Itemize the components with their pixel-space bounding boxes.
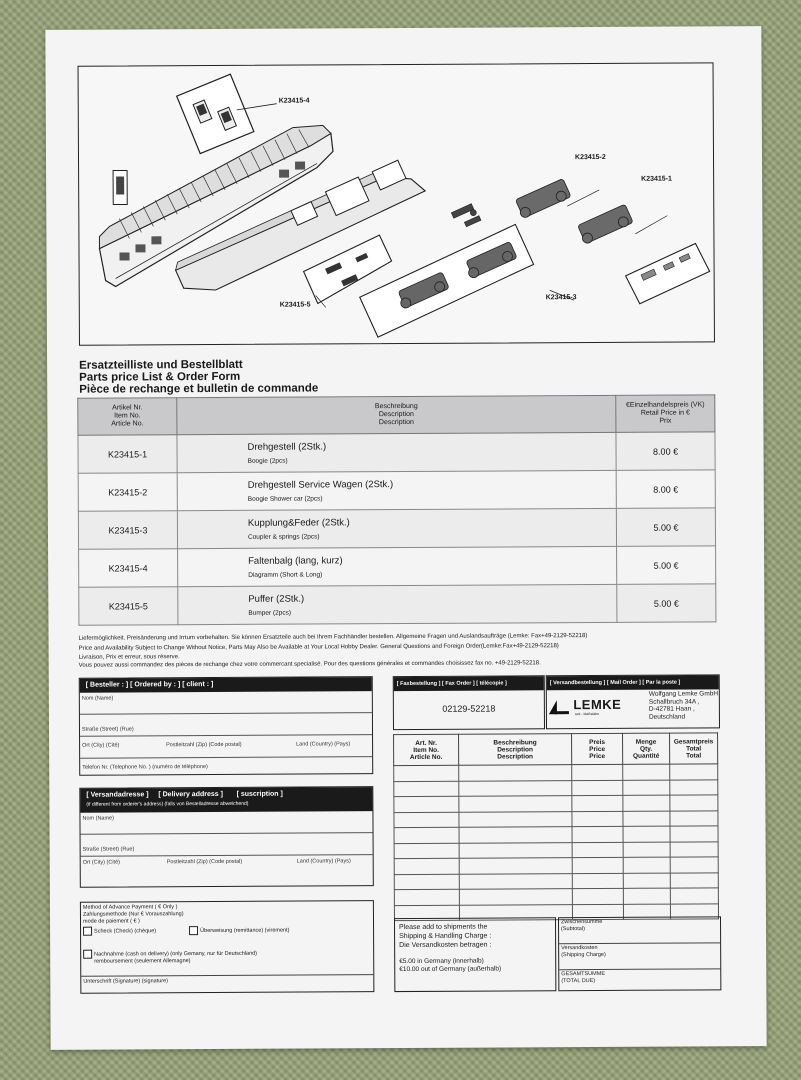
article-no: K23415-4 <box>79 549 178 588</box>
table-row <box>78 508 715 549</box>
table-row <box>78 432 715 473</box>
customer-name-field[interactable]: Nom (Name) <box>80 691 372 715</box>
coupler-parts <box>451 204 481 227</box>
article-no: K23415-1 <box>78 435 177 474</box>
order-header-qty: Menge Qty. Quantité <box>623 733 670 764</box>
delivery-section <box>79 786 374 888</box>
table-row <box>79 546 716 587</box>
customer-bar: [ Besteller : ] [ Ordered by : ] [ client : ] <box>80 677 372 693</box>
order-row[interactable] <box>394 841 718 858</box>
fax-number: 02129-52218 <box>442 703 496 714</box>
order-header-price: Preis Price Price <box>572 733 623 764</box>
customer-street-field[interactable]: Straße (Street) (Rue) <box>80 713 372 737</box>
article-no: K23415-2 <box>78 473 177 512</box>
part-description: Drehgestell (2Stk.) Boogie (2pcs) <box>177 432 616 472</box>
order-row[interactable] <box>394 779 718 796</box>
header-article-no: Artikel Nr. Item No. Article No. <box>78 398 177 436</box>
delivery-street-field[interactable]: Straße (Street) (Rue) <box>81 833 373 857</box>
part-label-k23415-4: K23415-4 <box>278 97 310 105</box>
lemke-logo: LEMKE seit - Maßstäbe <box>549 696 622 716</box>
signature-field[interactable]: Unterschrift (Signature) (signature) <box>81 974 373 993</box>
article-no: K23415-5 <box>79 587 178 626</box>
shipping-info: Please add to shipments the Shipping & Handling Charge : Die Versandkosten betragen : €5.00 in Germany (innerhalb) €10.00 out of Germany (außerhalb) <box>394 917 556 992</box>
delivery-name-field[interactable]: Nom (Name) <box>80 811 372 835</box>
order-header-description: Beschreibung Description Description <box>459 734 572 766</box>
part-price: 8.00 € <box>616 432 715 471</box>
table-row <box>78 470 715 511</box>
part-label-k23415-5: K23415-5 <box>279 301 311 309</box>
part-price: 5.00 € <box>617 584 716 623</box>
check-checkbox[interactable] <box>83 927 92 936</box>
order-row[interactable] <box>394 826 718 843</box>
form-title <box>79 358 318 395</box>
payment-section: Method of Advance Payment ( € Only ) Zahlungsmethode (Nur € Vorauszahlung) mode de paiement ( € ) Scheck (Check) (chèque) Überweisung (remittance) (virement) Nachnahme (cash on delivery) (only Gemany, nur für Deutschland) remboursement (seulement Allemagne) Unterschrift (Signature) (signature) <box>80 900 374 994</box>
shipping-charge-field[interactable]: Versandkosten (Shipping Charge) <box>559 943 720 970</box>
parts-table-header <box>78 395 715 435</box>
part-description: Puffer (2Stk.) Bumper (2pcs) <box>178 584 617 624</box>
customer-section <box>79 676 374 776</box>
order-row[interactable] <box>394 810 718 827</box>
parts-price-table <box>77 394 716 625</box>
part-price: 8.00 € <box>616 470 715 509</box>
order-row[interactable] <box>394 795 718 812</box>
transfer-checkbox[interactable] <box>189 926 198 935</box>
order-row[interactable] <box>394 764 718 781</box>
order-row[interactable] <box>394 872 718 889</box>
totals-section <box>558 916 721 991</box>
part-description: Drehgestell Service Wagen (2Stk.) Boogie Shower car (2pcs) <box>177 470 616 510</box>
delivery-city-field[interactable]: Ort (City) (Cité) Postleitzahl (Zip) (Code postal) Land (Country) (Pays) <box>82 858 351 866</box>
article-no: K23415-3 <box>78 511 177 550</box>
exploded-parts-drawing <box>78 62 715 345</box>
bellows-inset <box>177 74 254 153</box>
mail-order-section: [ Versandbestellung ] [ Mail Order ] [ Par la poste ] LEMKE seit - Maßstäbe Wolfgang Lemke GmbH Schallbruch 34A , D-42781 Haan , Deutschland <box>546 674 720 729</box>
order-row[interactable] <box>394 888 718 905</box>
title-german: Ersatzteilliste und Bestellblatt <box>79 358 243 372</box>
part-label-k23415-3: K23415-3 <box>545 294 577 302</box>
order-header-total: Gesamtpreis Total Total <box>670 733 718 764</box>
part-description: Kupplung&Feder (2Stk.) Coupler & springs (2pcs) <box>177 508 616 548</box>
header-description: Beschreibung Description Description <box>177 395 616 434</box>
part-description: Faltenbalg (lang, kurz) Diagramm (Short & Long) <box>178 546 617 586</box>
railcar-exploded-view <box>79 63 714 344</box>
bogie-top <box>515 178 633 244</box>
total-due-field[interactable]: GESAMTSUMME (TOTAL DUE) <box>561 970 606 985</box>
customer-phone-field[interactable]: Telefon Nr. (Telephone No. ) (numéro de téléphone) <box>82 764 208 771</box>
bogie-inset-bottom <box>359 224 534 337</box>
header-price: €Einzelhandelspreis (VK) Retail Price in € Prix <box>616 395 715 433</box>
subtotal-field[interactable]: Zwischensumme (Subtotal) <box>559 917 720 944</box>
order-header-article: Art. Nr. Item No. Article No. <box>394 734 459 765</box>
table-row <box>79 584 716 625</box>
order-row[interactable] <box>394 857 718 874</box>
part-label-k23415-2: K23415-2 <box>574 153 606 162</box>
part-price: 5.00 € <box>616 508 715 547</box>
part-price: 5.00 € <box>617 546 716 585</box>
order-entry-table <box>393 732 719 921</box>
fax-order-section: [ Faxbestellung ] [ Fax Order ] [ télécopie ] 02129-52218 <box>393 675 545 730</box>
lemke-address: Wolfgang Lemke GmbH Schallbruch 34A , D-42781 Haan , Deutschland <box>648 690 719 721</box>
cod-checkbox[interactable] <box>83 950 92 959</box>
title-french: Pièce de rechange et bulletin de commande <box>79 382 319 396</box>
part-label-k23415-1: K23415-1 <box>641 175 672 183</box>
title-english: Parts price List & Order Form <box>79 370 241 384</box>
coupler-inset <box>625 243 709 303</box>
order-form-sheet <box>45 26 766 1050</box>
customer-city-field[interactable]: Ort (City) (Cité) Postleitzahl (Zip) (Code postal) Land (Country) (Pays) <box>80 735 372 759</box>
delivery-bar: [ Versandadresse ] [ Delivery address ] [ suscription ] (if different from orderer's address) (falls von Bestelladresse abweichend) <box>80 787 372 813</box>
availability-notice: Liefermöglichkeit. Preisänderung und Irrtum vorbehalten. Sie können Ersatzteile auch bei Ihrem Fachhändler bestellen. Allgemeine Fragen und Auslandsaufträge (Lemke: Fax+49-2129-52218) Price and Availability Subject to Change Without Notice, Parts May Also be Available at Your Local Hobby Dealer. General Questions and Foreign Order(Lemke:Fax+49-2129-52218) Livraison, Prix et erreur, sous réserve. Vous pouvez aussi commandez des pièces de rechange chez votre commercant specialisé. Pour des questions générales et commandes choisissez fax no. +49-2129-52218. <box>78 633 588 669</box>
